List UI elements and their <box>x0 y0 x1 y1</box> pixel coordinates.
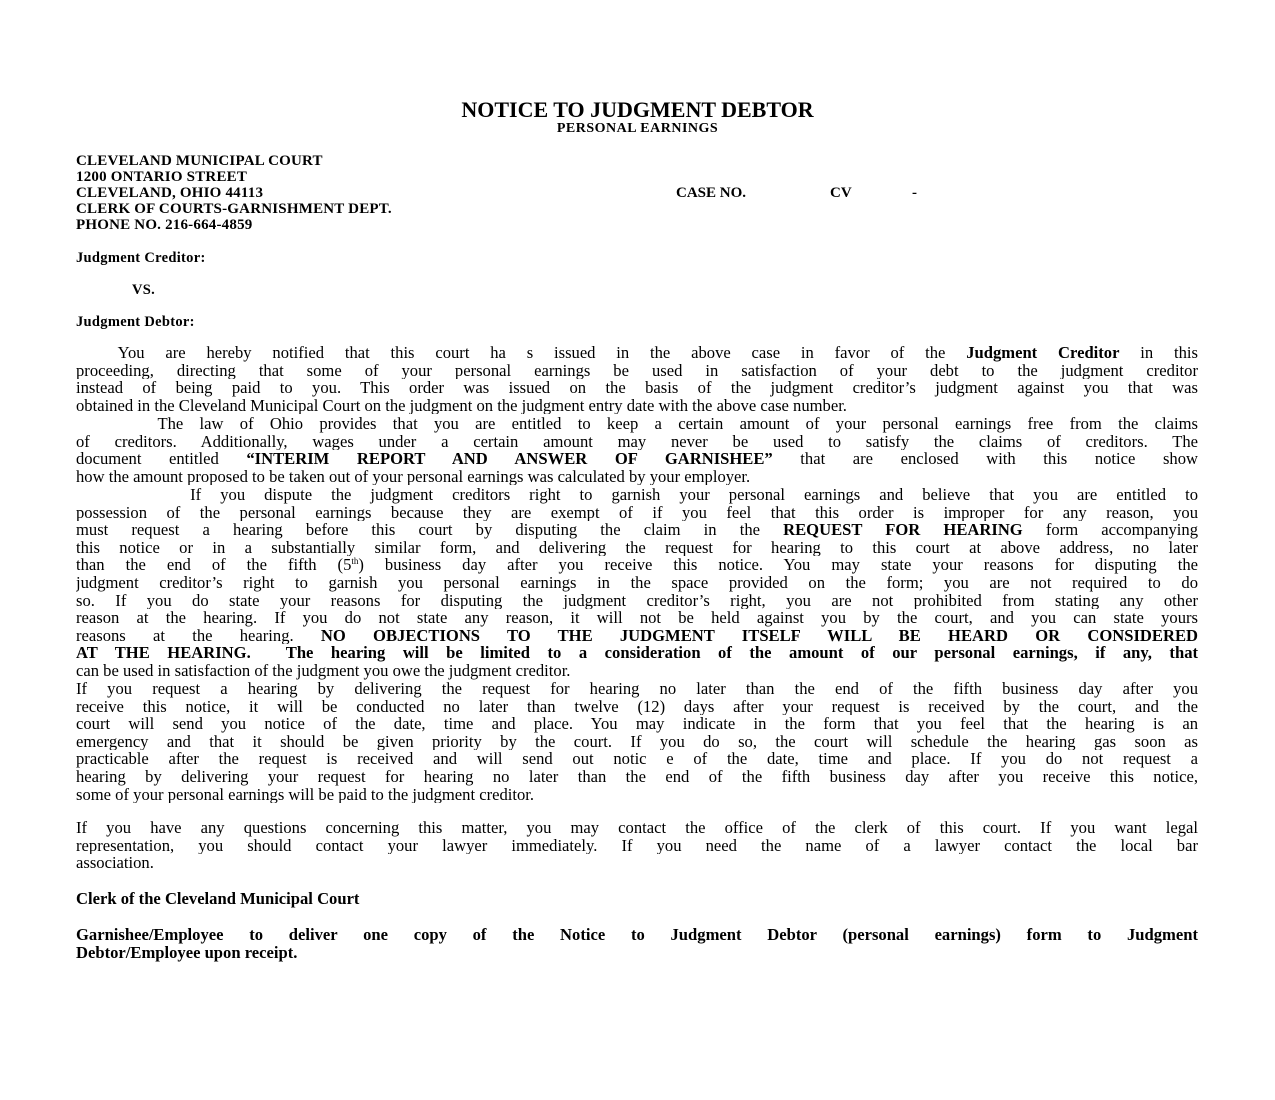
body-line <box>76 662 1198 680</box>
body-line <box>76 715 1198 733</box>
body-text: You are hereby notified that this court ha s issued in the above case in favor of the <box>76 344 967 362</box>
body-line <box>76 854 1198 872</box>
court-phone: PHONE NO. 216-664-4859 <box>76 217 253 233</box>
garnishee-instruction-line-1: Garnishee/Employee to deliver one copy of the Notice to Judgment Debtor (personal earnings) form to Judgment <box>76 925 1198 944</box>
body-text: must request a hearing before this court by disputing the claim in the <box>76 521 784 539</box>
body-text: ) business day after you receive this notice. You may state your reasons for disputing the <box>358 556 1198 574</box>
body-line <box>76 521 1198 539</box>
body-text: so. If you do state your reasons for disputing the judgment creditor’s right, you are not prohibited from stating any other <box>76 591 1198 610</box>
body-text: court will send you notice of the date, time and place. You may indicate in the form that you feel that the hearing is an <box>76 715 1198 733</box>
body-line <box>76 733 1198 751</box>
body-line <box>76 397 1198 415</box>
court-dept: CLERK OF COURTS-GARNISHMENT DEPT. <box>76 201 392 217</box>
body-text: proceeding, directing that some of your personal earnings be used in satisfaction of your debt to the judgment creditor <box>76 361 1198 380</box>
court-city: CLEVELAND, OHIO 44113 <box>76 185 264 201</box>
emphasized-text: AT THE HEARING. <box>76 644 251 662</box>
garnishee-instruction-line-2: Debtor/Employee upon receipt. <box>76 943 298 962</box>
body-line <box>76 819 1198 837</box>
body-text: obtained in the Cleveland Municipal Court on the judgment on the judgment entry date with the above case number. <box>76 396 847 415</box>
body-text: reason at the hearing. If you do not state any reason, it will not be held against you by the court, and you can state yours <box>76 609 1198 627</box>
body-line <box>76 786 1198 804</box>
body-text: judgment creditor’s right to garnish you personal earnings in the space provided on the form; you are not required to do <box>76 574 1198 592</box>
body-text: reasons at the hearing. <box>76 626 321 645</box>
body-text: than the end of the fifth (5 <box>76 556 352 574</box>
ordinal-superscript: th <box>351 556 359 567</box>
body-text: of creditors. Additionally, wages under a certain amount may never be used to satisfy the claims of creditors. The <box>76 432 1198 451</box>
case-number-label: CASE NO. <box>676 185 747 201</box>
body-line <box>76 539 1198 557</box>
body-text: The law of Ohio provides that you are entitled to keep a certain amount of your personal earnings free from the claims <box>76 415 1198 433</box>
body-text: emergency and that it should be given priority by the court. If you do so, the court will schedule the hearing gas soon as <box>76 732 1198 751</box>
body-line <box>76 837 1198 855</box>
judgment-debtor-label: Judgment Debtor: <box>76 314 195 330</box>
judgment-creditor-label: Judgment Creditor: <box>76 250 206 266</box>
emphasized-text: NO OBJECTIONS TO THE JUDGMENT ITSELF WILL BE HEARD OR CONSIDERED <box>320 626 1198 645</box>
body-text: If you have any questions concerning this matter, you may contact the office of the clerk of this court. If you want legal <box>76 819 1198 837</box>
body-text: in this <box>1119 344 1198 362</box>
body-line <box>76 609 1198 627</box>
body-line <box>76 698 1198 716</box>
document-subtitle: PERSONAL EARNINGS <box>556 121 719 136</box>
body-text: that are enclosed with this notice show <box>772 450 1198 468</box>
clerk-signature: Clerk of the Cleveland Municipal Court <box>76 889 360 908</box>
case-number-separator: - <box>912 185 917 201</box>
body-text: form accompanying <box>1022 521 1198 539</box>
body-text: hearing by delivering your request for hearing no later than the end of the fifth business day after you receive this notice, <box>76 768 1198 786</box>
body-line <box>76 680 1198 698</box>
body-line <box>76 379 1198 397</box>
body-text: If you dispute the judgment creditors right to garnish your personal earnings and believe that you are entitled to <box>76 486 1198 504</box>
body-text: how the amount proposed to be taken out of your personal earnings was calculated by your employer. <box>76 467 751 486</box>
document-title: NOTICE TO JUDGMENT DEBTOR <box>461 97 814 122</box>
emphasized-text: “INTERIM REPORT AND ANSWER OF GARNISHEE” <box>246 450 773 468</box>
court-name: CLEVELAND MUNICIPAL COURT <box>76 153 323 169</box>
body-line <box>76 362 1198 380</box>
body-line <box>76 433 1198 451</box>
body-line <box>76 627 1198 645</box>
emphasized-text: Judgment Creditor <box>966 344 1120 362</box>
versus-label: VS. <box>132 282 156 298</box>
body-text: some of your personal earnings will be paid to the judgment creditor. <box>76 785 535 804</box>
body-text: If you request a hearing by delivering the request for hearing no later than the end of the fifth business day after you <box>76 680 1198 698</box>
body-line <box>76 504 1198 522</box>
body-text: can be used in satisfaction of the judgment you owe the judgment creditor. <box>76 662 571 680</box>
body-text: document entitled <box>76 450 247 468</box>
body-text: representation, you should contact your lawyer immediately. If you need the name of a lawyer contact the local bar <box>76 836 1198 855</box>
body-line <box>76 468 1198 486</box>
body-line <box>76 750 1198 768</box>
body-line <box>76 415 1198 433</box>
body-line <box>76 450 1198 468</box>
body-text: receive this notice, it will be conducted no later than twelve (12) days after your request is received by the court, and the <box>76 697 1198 716</box>
court-street: 1200 ONTARIO STREET <box>76 169 248 185</box>
body-line <box>76 768 1198 786</box>
body-text: association. <box>76 854 154 872</box>
body-text: practicable after the request is received and will send out notic e of the date, time and place. If you do not request a <box>76 750 1198 768</box>
body-line <box>76 556 1198 574</box>
emphasized-text: The hearing will be limited to a consideration of the amount of our personal earnings, if any, that <box>250 644 1198 662</box>
body-line <box>76 592 1198 610</box>
body-line <box>76 574 1198 592</box>
emphasized-text: REQUEST FOR HEARING <box>783 521 1023 539</box>
body-line <box>76 644 1198 662</box>
body-line <box>76 486 1198 504</box>
case-number-prefix: CV <box>830 185 852 201</box>
body-text: instead of being paid to you. This order was issued on the basis of the judgment creditor’s judgment against you that was <box>76 379 1198 397</box>
body-line <box>76 344 1198 362</box>
body-text: this notice or in a substantially similar form, and delivering the request for hearing to this court at above address, no later <box>76 538 1198 557</box>
body-text: possession of the personal earnings because they are exempt of if you feel that this order is improper for any reason, you <box>76 503 1198 522</box>
